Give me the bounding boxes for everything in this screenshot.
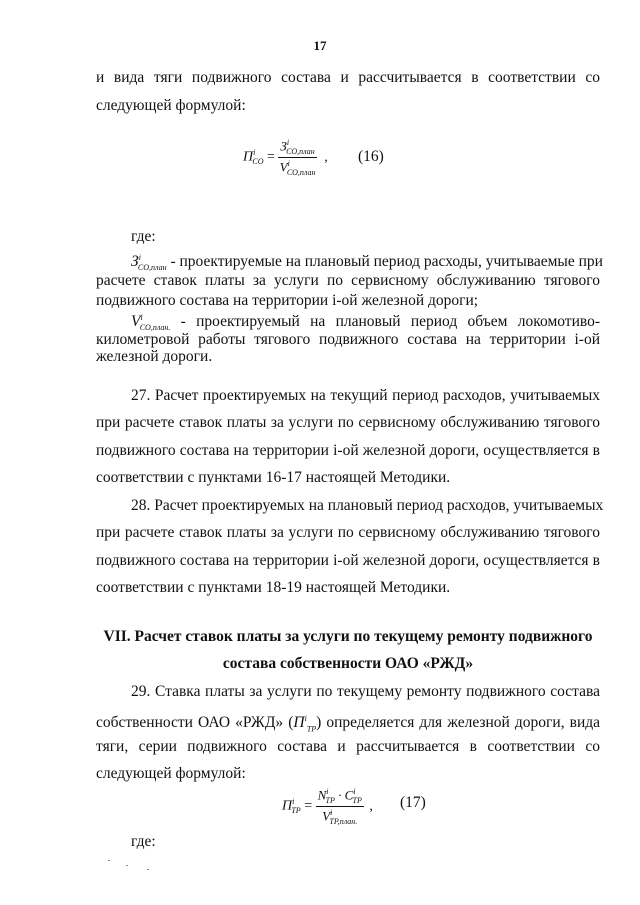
para27-line-3: подвижного состава на территории i-ой железной дороги, осуществляется в <box>96 442 600 459</box>
para27-line-2: при расчете ставок платы за услуги по сервисному обслуживанию тягового <box>96 414 600 431</box>
para29-line-3: тяги, серии подвижного состава и рассчитывается в соответствии со <box>96 738 600 755</box>
z-symbol: З <box>131 253 139 271</box>
formula-17: $П^i_{TP}$ = $\frac{N^i_{TP} \cdot C^i_{TP}}{V^i_{TP,план.}}$ , <box>282 787 373 826</box>
formula-16-lhs: П <box>243 149 254 165</box>
intro-line-2: следующей формулой: <box>96 97 246 114</box>
formula-17-number: (17) <box>400 794 426 811</box>
section-heading-line-2: состава собственности ОАО «РЖД» <box>222 655 474 672</box>
formula-16-eq: = <box>266 149 275 165</box>
para27-line-4: соответствии с пунктами 16-17 настоящей Методики. <box>96 469 451 486</box>
para28-line-1: 28. Расчет проектируемых на плановый период расходов, учитываемых <box>131 497 604 514</box>
where-label-1: где: <box>131 228 156 245</box>
page-number: 17 <box>313 38 327 53</box>
para29-line-4: следующей формулой: <box>96 765 246 782</box>
para28-line-3: подвижного состава на территории i-ой железной дороги, осуществляется в <box>96 552 600 569</box>
para28-line-2: при расчете ставок платы за услуги по сервисному обслуживанию тягового <box>96 524 600 541</box>
para29-line-1: 29. Ставка платы за услуги по текущему ремонту подвижного состава <box>131 683 600 700</box>
where-label-2: где: <box>131 833 156 850</box>
where1-v-line-1: $V^i_{CO,план.}$ - проектируемый на плановый период объем локомотиво- <box>131 313 600 333</box>
para27-line-1: 27. Расчет проектируемых на текущий период расходов, учитываемых <box>131 387 600 404</box>
formula-17-fraction: $\frac{N^i_{TP} \cdot C^i_{TP}}{V^i_{TP,план.}}$ <box>317 787 362 826</box>
v-symbol: V <box>131 313 141 331</box>
p-tr-symbol: П <box>293 714 305 732</box>
where1-v-line-3: железной дороги. <box>96 348 213 365</box>
where1-v-line-2: километровой работы тягового подвижного состава на территории i-ой <box>96 331 600 348</box>
where1-z-line-1: $З^i_{CO,план}$ - проектируемые на плановый период расходы, учитываемые при <box>131 253 603 273</box>
para28-line-4: соответствии с пунктами 18-19 настоящей Методики. <box>96 579 451 596</box>
formula-17-lhs: П <box>282 798 293 814</box>
section-heading-line-1: VII. Расчет ставок платы за услуги по текущему ремонту подвижного <box>103 628 593 645</box>
scan-speck <box>147 869 149 870</box>
formula-16-fraction: $\frac{З^i_{CO,план}}{V^i_{CO,план}}$ <box>279 138 316 177</box>
where1-z-line-2: расчете ставок платы за услуги по сервисному обслуживанию тягового <box>96 272 600 289</box>
formula-16: $П^i_{CO}$ = $\frac{З^i_{CO,план}}{V^i_{CO,план}}$ , <box>243 138 328 177</box>
scan-speck <box>126 865 128 866</box>
formula-16-number: (16) <box>358 148 384 165</box>
scan-speck <box>108 860 110 861</box>
intro-line-1: и вида тяги подвижного состава и рассчитывается в соответствии со <box>96 69 600 86</box>
para29-line-2: собственности ОАО «РЖД» $(П^i_{TP})$ определяется для железной дороги, вида <box>96 714 601 734</box>
where1-z-line-3: подвижного состава на территории i-ой железной дороги; <box>96 292 479 309</box>
